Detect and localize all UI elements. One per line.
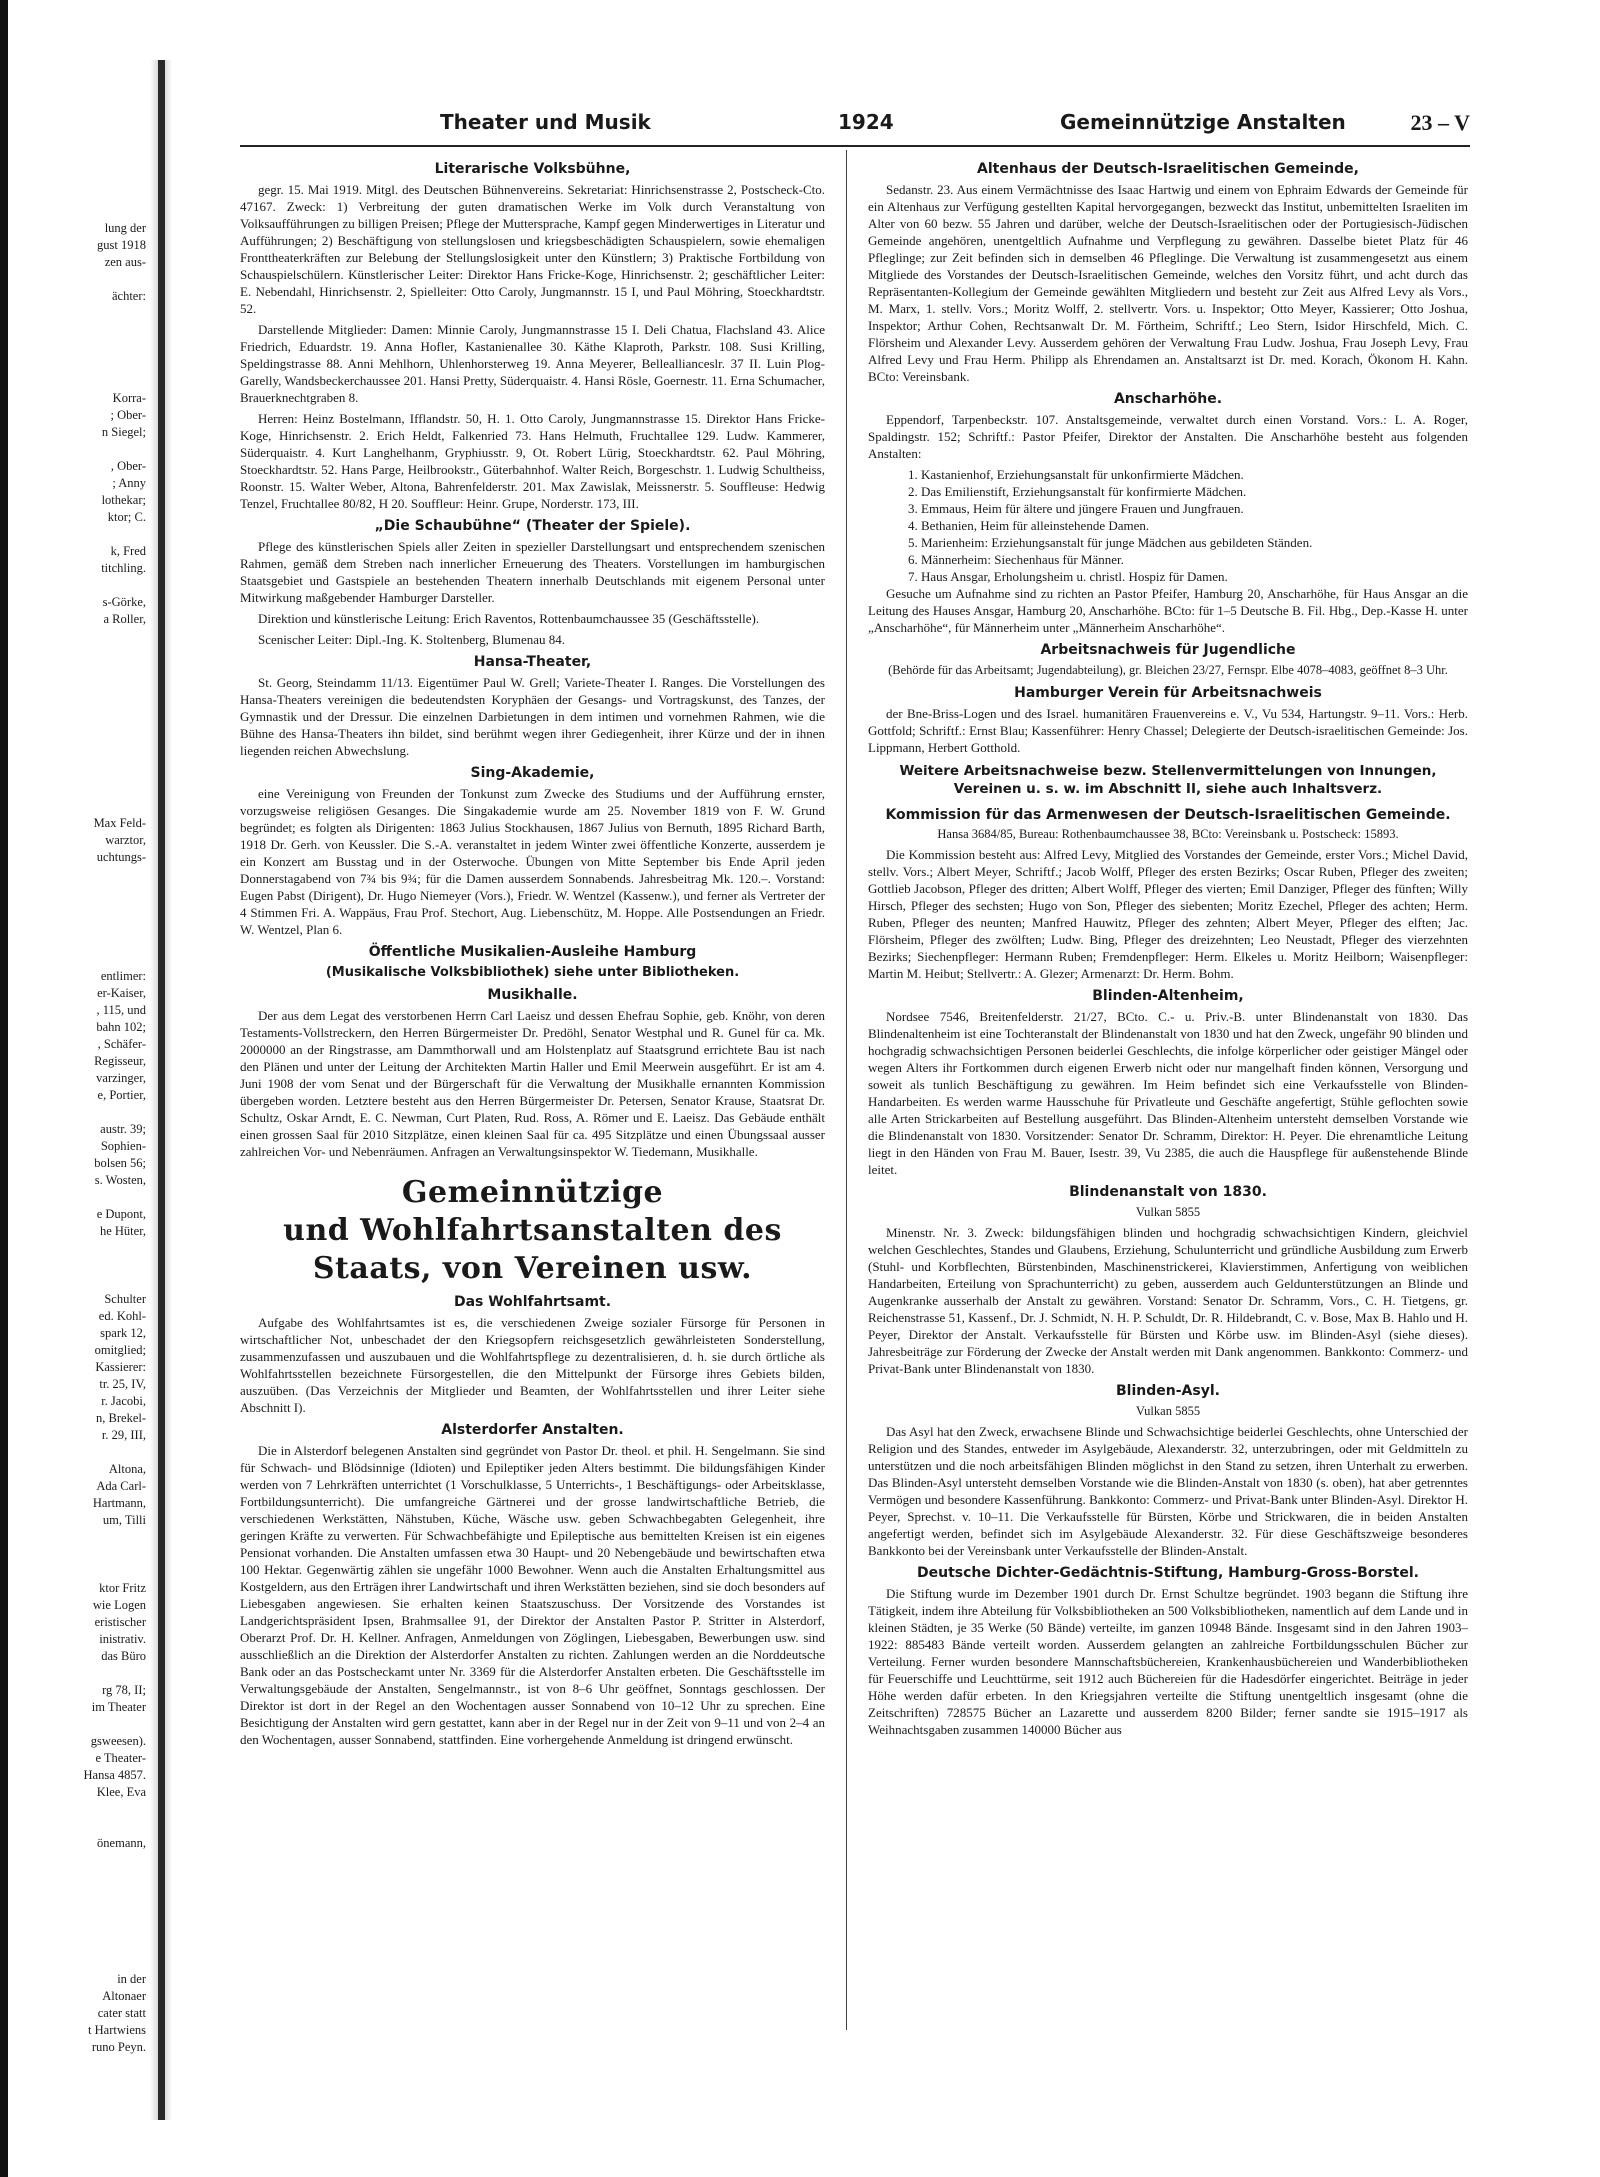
edge-text-line: tr. 25, IV,	[99, 1377, 146, 1391]
paragraph-sing: eine Vereinigung von Freunden der Tonkunst zum Zwecke des Studiums und der Aufführung ernster, vorzugsweise religiösen Gesanges. Die Singakademie wurde am 25. November 1819 von F. W. Grund begründet; es folgten als Dirigenten: 1863 Julius Stockhausen, 1867 Julius von Bernuth, 1895 Richard Barth, 1918 Dr. Gerh. von Keussler. Die S.-A. veranstaltet in jedem Winter zwei öffentliche Konzerte, ausserdem je ein Konzert am Busstag und in der Osterwoche. Übungen von Mitte September bis Ende April jeden Donnerstagabend von 7¾ bis 9¾; für die Damen ausserdem Sonnabends. Jahresbeitrag Mk. 120.–. Vorstand: Eugen Pabst (Dirigent), Dr. Hugo Niemeyer (Vors.), Friedr. W. Wentzel (Kassenw.), und ferner als Vertreter der 4 Stimmen Fri. A. Wappäus, Frau Prof. Stechort, Aug. Liebenschütz, M. Hoppe. Alle Postsendungen an Friedr. W. Wentzel, Plan 6.	[240, 786, 825, 937]
edge-text-line: ; Anny	[112, 476, 146, 490]
edge-text-line: Regisseur,	[94, 1054, 146, 1068]
chapter-title-line-3: Staats, von Vereinen usw.	[312, 1251, 753, 1286]
section-heading-blinden-asyl: Blinden-Asyl.	[1116, 1383, 1220, 1399]
edge-text-line	[0, 934, 148, 951]
edge-text-line	[0, 1563, 148, 1580]
section-heading-anscharhoehe: Anscharhöhe.	[1113, 391, 1223, 407]
edge-text-line: omitglied;	[94, 1343, 146, 1357]
edge-text-line	[0, 1104, 148, 1121]
edge-text-line: titchling.	[101, 561, 146, 575]
edge-text-line: im Theater	[91, 1700, 146, 1714]
section-heading-kommission: Kommission für das Armenwesen der Deutsch-Israelitischen Gemeinde.	[885, 807, 1451, 823]
edge-text-line: austr. 39;	[100, 1122, 146, 1136]
edge-text-line: inistrativ.	[99, 1632, 146, 1646]
edge-text-line	[0, 1665, 148, 1682]
paragraph-kommission: Die Kommission besteht aus: Alfred Levy, Mitglied des Vorstandes der Gemeinde, erster Vors.; Michel David, stellv. Vors.; Albert Meyer, Schriftf.; Jacob Wolff, Pfleger des ersten Bezirks; Oscar Ruben, Pfleger des zweiten; Gottlieb Jacobson, Pfleger des dritten; Albert Wolff, Pfleger des vierten; Emil Danziger, Pfleger des fünften; Willy Hirsch, Pfleger des sechsten; Hugo von Son, Pfleger des siebenten; Moritz Ezechel, Pfleger des achten; Herm. Ruben, Pfleger des neunten; Manfred Hauwitz, Pfleger des zehnten; Albert Meyer, Pfleger des elften; Jac. Flörsheim, Pfleger des zwölften; Ludw. Bing, Pfleger des dreizehnten; Leo Neustadt, Pfleger des vierzehnten Bezirks; Siechenpfleger: Hermann Ruben; Fremdenpfleger: Herm. Elkeles u. Moritz Heilborn; Waisenpfleger: Martin M. Heibut; Stellvertr.: A. Glezer; Armenarzt: Dr. Herm. Bohm.	[868, 847, 1468, 981]
chapter-title	[240, 1174, 825, 1288]
edge-text-line	[0, 1529, 148, 1546]
blindenanstalt-phone: Vulkan 5855	[1135, 1205, 1201, 1219]
header-rule	[240, 145, 1470, 147]
edge-text-line: k, Fred	[110, 544, 146, 558]
chapter-title-line-1: Gemeinnützige	[401, 1175, 664, 1210]
edge-text-line: lothekar;	[101, 493, 146, 507]
edge-text-line	[0, 866, 148, 883]
edge-text-line	[0, 339, 148, 356]
edge-text-line	[0, 1274, 148, 1291]
previous-page-edge	[0, 220, 148, 2120]
edge-text-line	[0, 441, 148, 458]
edge-text-line: Korra-	[112, 391, 146, 405]
edge-text-line	[0, 1903, 148, 1920]
paragraph-literarische: gegr. 15. Mai 1919. Mitgl. des Deutschen Bühnenvereins. Sekretariat: Hinrichsenstrasse 2, Postscheck-Cto. 47167. Zweck: 1) Verbreitung der guten dramatischen Werke im Volk durch Veranstaltung von Volksaufführungen zu billigen Preisen; Pflege der Muttersprache, Kampf gegen Minderwertiges in Literatur und Aufführungen; 2) Beschäftigung von stellungslosen und kriegsbeschädigten Schauspielern, sowie ehemaligen Fronttheaterkräften zur Belebung der Stellungslosigkeit unter den Künstlern; 3) Praktische Fortbildung von Schauspielschülern. Künstlerischer Leiter: Direktor Hans Fricke-Koge, Hinrichsenstr. 2; geschäftlicher Leiter: E. Nebendahl, Hinrichsenstr. 2, Spielleiter: Otto Caroly, Jungmannstr. 15 I, und Paul Möhring, Stoeckhardtstr. 52.	[240, 182, 825, 316]
edge-text-line: ktor Fritz	[99, 1581, 146, 1595]
edge-text-line: Hansa 4857.	[83, 1768, 146, 1782]
paragraph-darstellende: Darstellende Mitglieder: Damen: Minnie Caroly, Jungmannstrasse 15 I. Deli Chatua, Flachsland 43. Alice Friedrich, Eduardstr. 19. Anna Hofler, Kastanienallee 30. Käthe Klaproth, Parkstr. 108. Susi Krilling, Speldingstrasse 88. Anni Mehlhorn, Uhlenhorsterweg 19. Anna Meyerer, Belleallianceslr. 37 II. Luin Plog-Garelly, Wandsbeckerchaussee 201. Hansi Pretty, Süderquaistr. 4. Hansi Rösle, Goernestr. 11. Erna Schumacher, Brauerknechtgraben 8.	[240, 322, 825, 405]
edge-text-line: r. 29, III,	[101, 1428, 146, 1442]
edge-text-line	[0, 730, 148, 747]
list-item: 5. Marienheim: Erziehungsanstalt für junge Mädchen aus gebildeten Ständen.	[908, 535, 1313, 550]
section-heading-altenhaus: Altenhaus der Deutsch-Israelitischen Gemeinde,	[977, 161, 1359, 177]
edge-text-line: t Hartwiens	[88, 2023, 146, 2037]
section-heading-dichter-stiftung: Deutsche Dichter-Gedächtnis-Stiftung, Hamburg-Gross-Borstel.	[917, 1565, 1419, 1581]
edge-text-line	[0, 1852, 148, 1869]
edge-text-line: runo Peyn.	[91, 2040, 146, 2054]
paragraph-dichter-stiftung: Die Stiftung wurde im Dezember 1901 durch Dr. Ernst Schultze begründet. 1903 begann die Stiftung ihre Tätigkeit, indem ihre Abteilung für Volksbibliotheken an 500 Volksbibliotheken, namentlich auf dem Lande und in kleinen Städten, je 35 Werke (50 Bände) verteilte, im ganzen 10948 Bände. Insgesamt sind in den Jahren 1903–1922: 885483 Bände verteilt worden. Ausserdem gelangten an zahlreiche Fortbildungsschulen Bücher zur Verteilung. Ferner wurden besondere Mannschaftsbüchereien, Krankenhausbüchereien und Wanderbibliotheken für Feuerschiffe und Leuchttürme, seit 1912 auch Büchereien für die Hadesdörfer eingerichtet. Beiträge in jeder Höhe werden dafür erbeten. In den Kriegsjahren verteilte die Stiftung unentgeltlich insgesamt (ohne die Zeitschriften) 728575 Bücher an Lazarette und ausserdem 8200 Bilder; ferner sandte sie 1915–1917 als Weihnachtsgaben zusammen 140000 Bücher aus	[868, 1586, 1468, 1737]
paragraph-blinden-asyl: Das Asyl hat den Zweck, erwachsene Blinde und Schwachsichtige beiderlei Geschlechts, ohne Unterschied der Religion und des Standes, entweder im Asylgebäude, Alexanderstr. 32, unterzubringen, oder mit Geldmitteln zu unterstützen und die noch arbeitsfähigen Blinden möglichst in den Stand zu setzen, ihren Unterhalt zu erwerben. Das Blinden-Asyl untersteht demselben Vorstande wie die Blinden-Anstalt von 1830 (s. oben), hat aber getrenntes Vermögen und besondere Kassenführung. Bankkonto: Commerz- und Privat-Bank unter Blinden-Asyl. Direktor H. Peyer, Sprechst. v. 10–11. Die Verkaufsstelle für Bürsten, Körbe und Strickwaren, die in beiden Anstalten angefertigt werden, befindet sich im Asylgebäude Alexanderstr. 32. Für diese Geschäftszweige besonderes Bankkonto bei der Vereinsbank unter Verkaufsstelle der Blinden-Anstalt.	[868, 1424, 1468, 1558]
edge-text-line	[0, 1886, 148, 1903]
edge-text-line: wie Logen	[92, 1598, 146, 1612]
column-divider	[846, 150, 847, 2030]
edge-text-line	[0, 645, 148, 662]
edge-text-line	[0, 1240, 148, 1257]
edge-text-line: warztor,	[105, 833, 146, 847]
edge-text-line	[0, 696, 148, 713]
edge-text-line: , 115, und	[96, 1003, 146, 1017]
paragraph-alsterdorf: Die in Alsterdorf belegenen Anstalten sind gegründet von Pastor Dr. theol. et phil. H. Sengelmann. Sie sind für Schwach- und Blödsinnige (Idioten) und Epileptiker jeden Alters bestimmt. Die bildungsfähigen Kinder werden von 7 Lehrkräften unterrichtet (1 Vorschulklasse, 5 Unterrichts-, 1 Beschäftigungs- oder Arbeitsklasse, Fortbildungsunterricht). Die umfangreiche Gärtnerei und der grosse landwirtschaftliche Betrieb, die verschiedenen Werkstätten, Nähstuben, Küche, Wäsche usw. geben Schwachbegabten Gelegenheit, ihre geringen Kräfte zu verwerten. Für Schwachbefähigte und Epileptische aus bemittelten Kreisen ist ein eigenes Pensionat vorhanden. Die Anstalten umfassen etwa 30 Haupt- und 20 Nebengebäude und bewirtschaften etwa 100 Hektar. Gegenwärtig zählen sie ungefähr 1000 Bewohner. Wenn auch die Anstalten Erhaltungsmittel aus Kostgeldern, aus den Erträgen ihrer Landwirtschaft und ihren Werkstätten beziehen, sind sie doch besonders auf Liebesgaben angewiesen. Sie erhalten keinen Staatszuschuss. Der Vorsitzende des Vorstandes ist Landgerichtspräsident Ipsen, Brahmsallee 91, der Direktor der Anstalten Pastor P. Stritter in Alsterdorf, Oberarzt Prof. Dr. H. Kellner. Anfragen, Anmeldungen von Zöglingen, Liebesgaben, Bewerbungen usw. sind ausschließlich an die Direktion der Alsterdorfer Anstalten zu richten. Zahlungen werden an die Norddeutsche Bank oder an das Postscheckamt unter Nr. 3369 für die Alsterdorfer Anstalten erbeten. Die Geschäftsstelle im Verwaltungsgebäude der Anstalten, Sengelmannstr., ist von 8–6 Uhr geöffnet, Sonntags geschlossen. Der Direktor ist dort in der Regel an den Wochentagen ausser Sonnabend von 10–12 Uhr zu sprechen. Eine Besichtigung der Anstalten wird gern gestattet, kann aber in der Regel nur in der Zeit von 9–11 und von 2–4 an den Wochentagen, ausser Sonnabend, stattfinden. Eine vorhergehende Anmeldung ist dringend erwünscht.	[240, 1443, 825, 1747]
header-year: 1924	[838, 110, 894, 134]
edge-text-line: Altona,	[108, 1462, 146, 1476]
edge-text-line	[0, 1818, 148, 1835]
edge-text-line: r. Jacobi,	[101, 1394, 146, 1408]
edge-text-line: n, Brekel-	[96, 1411, 146, 1425]
paragraph-schaubuehne-leitung: Direktion und künstlerische Leitung: Erich Raventos, Rottenbaumchaussee 35 (Geschäftsstelle).	[258, 611, 760, 626]
edge-text-line	[0, 883, 148, 900]
edge-text-line	[0, 917, 148, 934]
paragraph-musikhalle: Der aus dem Legat des verstorbenen Herrn Carl Laeisz und dessen Ehefrau Sophie, geb. Knöhr, von deren Testaments-Vollstreckern, den Herren Bürgermeister Dr. Predöhl, Senator Westphal und R. Gunel für ca. Mk. 2000000 an der Ringstrasse, am Dammthorwall und am Holstenplatz auf Staatsgrund errichtete Bau ist nach den Plänen und unter der Leitung der Architekten Martin Haller und Emil Meerwein ausgeführt. Er ist am 4. Juni 1908 der vom Senat und der Bürgerschaft für die Verwaltung der Musikhalle ernannten Kommission übergeben worden. Letztere besteht aus den Herren Bürgermeister Dr. Petersen, Senator Krause, Staatsrat Dr. Schultz, Oskar Arndt, E. C. Newman, Curt Platen, Rud. Ross, A. Römer und E. Laeisz. Das Gebäude enthält einen grossen Saal für 2010 Sitzplätze, einen kleinen Saal für ca. 495 Sitzplätze und einen Übungssaal ausser zahlreichen Vor- und Nebenräumen. Anfragen an Verwaltungsinspektor W. Tiedemann, Musikhalle.	[240, 1008, 825, 1159]
section-heading-wohlfahrtsamt: Das Wohlfahrtsamt.	[453, 1294, 612, 1310]
edge-text-line	[0, 900, 148, 917]
list-item: 4. Bethanien, Heim für alleinstehende Damen.	[908, 518, 1150, 533]
header-right-title: Gemeinnützige Anstalten	[1060, 110, 1346, 134]
section-subheading-musikalien: (Musikalische Volksbibliothek) siehe unter Bibliotheken.	[325, 965, 740, 980]
edge-text-line: ktor; C.	[107, 510, 146, 524]
paragraph-blindenanstalt: Minenstr. Nr. 3. Zweck: bildungsfähigen blinden und hochgradig schwachsichtigen Kindern, gleichviel welchen Geschlechtes, Standes und Glaubens, Erziehung, Schulunterricht und gründliche Ausbildung zum Erwerb (Stuhl- und Korbflechten, Bürstenbinden, Maschinenstrickerei, Klavierstimmen, Anfertigung von weiblichen Handarbeiten, Erteilung von Sprachunterricht) zu geben, ausserdem auch Geldunterstützungen an Blinde und Augenkranke ausserhalb der Anstalt zu gewähren. Vorstand: Senator Dr. Schramm, Vors., C. H. Tietgens, gr. Reichenstrasse 51, Kassenf., Dr. J. Schmidt, N. H. P. Schuldt, Dr. R. Hildebrandt, C. v. Bose, Max B. Hahlo und H. Peyer, Direktor der Anstalt. Verkaufsstelle für Bürsten und Körbe usw. im Blinden-Asyl (siehe dieses). Jahresbeiträge zur Förderung der Zwecke der Anstalt werden mit Dank angenommen. Bankkonto: Commerz- und Privat-Bank unter Blindenanstalt von 1830.	[868, 1225, 1468, 1376]
paragraph-arbeitsnachweis: (Behörde für das Arbeitsamt; Jugendabteilung), gr. Bleichen 23/27, Fernspr. Elbe 4078–4083, geöffnet 8–3 Uhr.	[888, 663, 1448, 677]
section-heading-blinden-altenheim: Blinden-Altenheim,	[1092, 988, 1244, 1004]
edge-text-line: eristischer	[94, 1615, 146, 1629]
kommission-phone: Hansa 3684/85, Bureau: Rothenbaumchaussee 38, BCto: Vereinsbank u. Postscheck: 15893.	[937, 827, 1399, 841]
edge-text-line	[0, 1920, 148, 1937]
paragraph-verein: der Bne-Briss-Logen und des Israel. humanitären Frauenvereins e. V., Vu 534, Hartungstr. 9–11. Vors.: Herb. Gottfold; Schriftf.: Ernst Blau; Kassenführer: Henry Chassel; Delegierte der Deutsch-israelitischen Gemeinde: Jos. Lippmann, Herbert Gotthold.	[868, 706, 1468, 755]
edge-text-line	[0, 713, 148, 730]
paragraph-schaubuehne-szene: Scenischer Leiter: Dipl.-Ing. K. Stoltenberg, Blumenau 84.	[258, 632, 565, 647]
edge-text-line	[0, 1954, 148, 1971]
edge-text-line	[0, 1801, 148, 1818]
edge-text-line: Sophien-	[100, 1139, 146, 1153]
section-heading-musikalien: Öffentliche Musikalien-Ausleihe Hamburg	[368, 944, 697, 960]
edge-text-line	[0, 781, 148, 798]
edge-text-line	[0, 373, 148, 390]
edge-text-line	[0, 679, 148, 696]
edge-text-line	[0, 356, 148, 373]
anscharhoehe-list	[868, 466, 1468, 585]
edge-text-line: Max Feld-	[93, 816, 146, 830]
section-heading-schaubuehne: „Die Schaubühne“ (Theater der Spiele).	[374, 518, 691, 534]
section-heading-hansa: Hansa-Theater,	[473, 654, 592, 670]
edge-text-line: das Büro	[101, 1649, 146, 1663]
edge-text-line	[0, 1869, 148, 1886]
paragraph-anscharhoehe: Eppendorf, Tarpenbeckstr. 107. Anstaltsgemeinde, verwaltet durch einen Vorstand. Vors.: L. A. Roger, Spaldingstr. 152; Schriftf.: Pastor Pfeifer, Direktor der Anstalten. Die Anscharhöhe besteht aus folgenden Anstalten:	[868, 412, 1468, 461]
section-heading-sing: Sing-Akademie,	[470, 765, 595, 781]
edge-text-line: bolsen 56;	[94, 1156, 146, 1170]
edge-text-line: zen aus-	[104, 255, 146, 269]
left-column	[240, 155, 825, 2105]
edge-text-line: lung der	[104, 221, 146, 235]
edge-text-line	[0, 764, 148, 781]
edge-text-line: s. Wosten,	[94, 1173, 146, 1187]
edge-text-line: Ada Carl-	[96, 1479, 146, 1493]
edge-text-line: entlimer:	[100, 969, 146, 983]
section-heading-literarische: Literarische Volksbühne,	[434, 161, 631, 177]
list-item: 7. Haus Ansgar, Erholungsheim u. christl. Hospiz für Damen.	[908, 569, 1228, 584]
edge-text-line	[0, 305, 148, 322]
edge-text-line: rg 78, II;	[102, 1683, 146, 1697]
paragraph-schaubuehne: Pflege des künstlerischen Spiels aller Zeiten in spezieller Darstellungsart und entsprechendem szenischen Rahmen, gemäß dem Streben nach innerlicher Erneuerung des Theaters. Vorstellungen im hamburgischen Staatsgebiet und Gastspiele an bestehenden Theatern innerhalb Deutschlands mit eigenem Personal unter Mitwirkung maßgebender Hamburger Darsteller.	[240, 539, 825, 605]
page-number: 23 – V	[1410, 110, 1470, 135]
list-item: 6. Männerheim: Siechenhaus für Männer.	[908, 552, 1124, 567]
section-heading-alsterdorf: Alsterdorfer Anstalten.	[441, 1422, 624, 1438]
edge-text-line	[0, 271, 148, 288]
edge-text-line: Schulter	[104, 1292, 146, 1306]
edge-text-line: in der	[117, 1972, 146, 1986]
edge-text-line: önemann,	[97, 1836, 146, 1850]
list-item: 3. Emmaus, Heim für ältere und jüngere Frauen und Jungfrauen.	[908, 501, 1244, 516]
edge-text-line	[0, 1257, 148, 1274]
edge-text-line: Klee, Eva	[96, 1785, 146, 1799]
paragraph-wohlfahrtsamt: Aufgabe des Wohlfahrtsamtes ist es, die verschiedenen Zweige sozialer Fürsorge für Personen in wirtschaftlicher Not, unbeschadet der den Kriegsopfern reichsgesetzlich gewährleisteten Sonderstellung, zusammenzufassen und auszubauen und die Wohlfahrtspflege zu dezentralisieren, d. h. sie durch örtliche als Wohlfahrtsstellen bezeichnete Fürsorgestellen, die den Mittelpunkt der Fürsorge ihres Gebiets bilden, auszuüben. (Das Verzeichnis der Mitglieder und Beamten, der Wohlfahrtsstellen und ihrer Leiter siehe Abschnitt I).	[240, 1315, 825, 1415]
edge-text-line	[0, 1937, 148, 1954]
edge-text-line	[0, 1189, 148, 1206]
edge-text-line: e Dupont,	[96, 1207, 146, 1221]
edge-text-line: gsweesen).	[90, 1734, 146, 1748]
edge-text-line: bahn 102;	[96, 1020, 146, 1034]
paragraph-altenhaus: Sedanstr. 23. Aus einem Vermächtnisse des Isaac Hartwig und einem von Ephraim Edwards der Gemeinde für ein Altenhaus zur Verfügung gestellten Kapital hervorgegangen, bezweckt das Institut, unbemittelten Israeliten im Alter von 60 bezw. 55 Jahren und darüber, welche der Deutsch-Israelitischen oder der Portugiesisch-Jüdischen Gemeinde angehören, unentgeltlich Aufnahme und Verpflegung zu gewähren. Dasselbe bietet Platz für 46 Pfleglinge; zur Zeit befinden sich in demselben 46 Pfleglinge. Die Verwaltung ist zusammengesetzt aus einem Mitgliede des Vorstandes der Deutsch-Israelitischen Gemeinde, welches den Vorsitz führt, und acht durch das Repräsentanten-Kollegium der Gemeinde gewählten Mitgliedern und besteht zur Zeit aus Alfred Levy als Vors., M. Marx, 1. stellv. Vors.; Moritz Wolff, 2. stellvertr. Vors. u. Inspektor; Otto Meyer, Kassierer; Otto Joshua, Inspektor; Arthur Cohen, Rechtsanwalt Dr. M. Förtheim, Schriftf.; Leo Stern, Isidor Hirschfeld, Mich. C. Flörsheim und Alexander Levy. Ausserdem gehören der Verwaltung Frau Ludw. Joshua, Frau Joseph Levy, Frau Alfred Levy und Frau Herm. Philipp als Ehrendamen an. Anstaltsarzt ist Dr. med. Korach, Ökonom H. Kahn. BCto: Vereinsbank.	[868, 182, 1468, 384]
running-header	[240, 110, 1470, 146]
paragraph-hansa: St. Georg, Steindamm 11/13. Eigentümer Paul W. Grell; Variete-Theater I. Ranges. Die Vorstellungen des Hansa-Theaters vereinigen die bedeutendsten Koryphäen der Gesangs- und Vortragskunst, des Tanzes, der Gymnastik und der Dressur. Die einzelnen Darbietungen in dem intimen und vornehmen Rahmen, wie die Bühne des Hansa-Theaters ihn bildet, sind berühmt wegen ihrer Gediegenheit, ihrer Kürze und der in ihnen liegenden reichen Abwechslung.	[240, 675, 825, 758]
edge-text-line	[0, 628, 148, 645]
edge-text-line: Hartmann,	[92, 1496, 146, 1510]
edge-text-line: a Roller,	[103, 612, 146, 626]
blinden-asyl-phone: Vulkan 5855	[1135, 1404, 1201, 1418]
edge-text-line: e Theater-	[95, 1751, 146, 1765]
edge-text-line: ächter:	[111, 289, 146, 303]
paragraph-blinden-altenheim: Nordsee 7546, Breitenfelderstr. 21/27, BCto. C.- u. Priv.-B. unter Blindenanstalt von 1830. Das Blindenaltenheim ist eine Tochteranstalt der Blindenanstalt von 1830 und hat den Zweck, ungefähr 90 blinden und hochgradig schwachsichtigen Personen beiderlei Geschlechts, die infolge körperlicher oder geistiger Mängel oder wegen Alters ihr Fortkommen durch eigenen Erwerb nicht oder nur mangelhaft finden können, Versorgung und soweit als tunlich Beschäftigung zu gewähren. Im Heim befindet sich eine Verkaufsstelle von Blinden-Handarbeiten. Es werden warme Hausschuhe für Privatleute und Geschäfte angefertigt, Stühle geflochten sowie alle Arten Strickarbeiten auf Bestellung ausgeführt. Das Blinden-Altenheim untersteht demselben Vorstande wie die Blindenanstalt von 1830. Vorsitzender: Senator Dr. Schramm, Direktor: H. Peyer. Die ehrenamtliche Leitung liegt in den Händen von Frau M. Bauer, Isestr. 39, Vu 2385, die auch die Hauspflege für außenstehende Blinde leitet.	[868, 1009, 1468, 1177]
edge-text-line: , Ober-	[110, 459, 146, 473]
chapter-title-line-2: und Wohlfahrtsanstalten des	[283, 1213, 782, 1248]
edge-text-line	[0, 1546, 148, 1563]
section-heading-verein: Hamburger Verein für Arbeitsnachweis	[1014, 685, 1322, 701]
edge-text-line: er-Kaiser,	[97, 986, 146, 1000]
notice-weitere-arbeitsnachweise: Weitere Arbeitsnachweise bezw. Stellenvermittelungen von Innungen, Vereinen u. s. w. im Abschnitt II, siehe auch Inhaltsverz.	[899, 763, 1437, 797]
right-column	[868, 155, 1468, 2105]
edge-text-line	[0, 322, 148, 339]
section-heading-musikhalle: Musikhalle.	[487, 987, 578, 1003]
edge-text-line	[0, 526, 148, 543]
paragraph-herren: Herren: Heinz Bostelmann, Ifflandstr. 50, H. 1. Otto Caroly, Jungmannstrasse 15. Direktor Hans Fricke-Koge, Hinrichsenstr. 2. Erich Heldt, Falkenried 73. Hans Helmuth, Fruchtallee 129. Ludw. Kammerer, Süderquaistr. 4. Kurt Langhelhanm, Gryphiusstr. 9, Ot. Robert Lürig, Stoeckhardtstr. 62. Paul Möhring, Stoeckhardtstr. 52. Hans Parge, Heilbrookstr., Güterbahnhof. Walter Reich, Borgeschstr. 1. Ludwig Schultheiss, Roonstr. 15. Walter Weber, Altona, Bahrenfelderstr. 201. Max Zawislak, Meissnerstr. 5. Souffleuse: Hedwig Tenzel, Fruchtallee 80/82, H 20. Souffleur: Heinr. Grupe, Norderstr. 173, III.	[240, 411, 825, 511]
edge-text-line: s-Görke,	[102, 595, 146, 609]
edge-text-line: varzinger,	[96, 1071, 146, 1085]
edge-text-line: Kassierer:	[95, 1360, 146, 1374]
edge-text-line	[0, 747, 148, 764]
edge-text-line	[0, 951, 148, 968]
edge-text-line	[0, 1444, 148, 1461]
section-heading-blindenanstalt: Blindenanstalt von 1830.	[1069, 1184, 1267, 1200]
edge-text-line: e, Portier,	[97, 1088, 146, 1102]
edge-text-line: um, Tilli	[102, 1513, 146, 1527]
edge-text-line: n Siegel;	[101, 425, 146, 439]
edge-text-line	[0, 798, 148, 815]
edge-text-line: , Schäfer-	[97, 1037, 146, 1051]
edge-text-line: uchtungs-	[96, 850, 146, 864]
header-left-title: Theater und Musik	[440, 110, 651, 134]
edge-text-line: ed. Kohl-	[98, 1309, 146, 1323]
edge-text-line: ; Ober-	[110, 408, 146, 422]
edge-text-line: Altonaer	[102, 1989, 146, 2003]
paragraph-anscharhoehe-gesuche: Gesuche um Aufnahme sind zu richten an Pastor Pfeifer, Hamburg 20, Anscharhöhe, für Haus Ansgar an die Leitung des Hauses Ansgar, Hamburg 20, Anscharhöhe. BCto: für 1–5 Deutsche B. Fil. Hbg., Dep.-Kasse H. unter „Anscharhöhe“, für Männerheim unter „Männerheim Anscharhöhe“.	[868, 586, 1468, 635]
edge-text-line: he Hüter,	[99, 1224, 146, 1238]
section-heading-arbeitsnachweis: Arbeitsnachweis für Jugendliche	[1040, 642, 1296, 658]
list-item: 2. Das Emilienstift, Erziehungsanstalt für konfirmierte Mädchen.	[908, 484, 1247, 499]
edge-text-line: spark 12,	[100, 1326, 146, 1340]
edge-text-line	[0, 662, 148, 679]
book-gutter	[158, 60, 165, 2120]
edge-text-line: cater statt	[97, 2006, 146, 2020]
edge-text-line	[0, 1716, 148, 1733]
list-item: 1. Kastanienhof, Erziehungsanstalt für unkonfirmierte Mädchen.	[908, 467, 1244, 482]
edge-text-line: gust 1918	[97, 238, 146, 252]
edge-text-line	[0, 577, 148, 594]
